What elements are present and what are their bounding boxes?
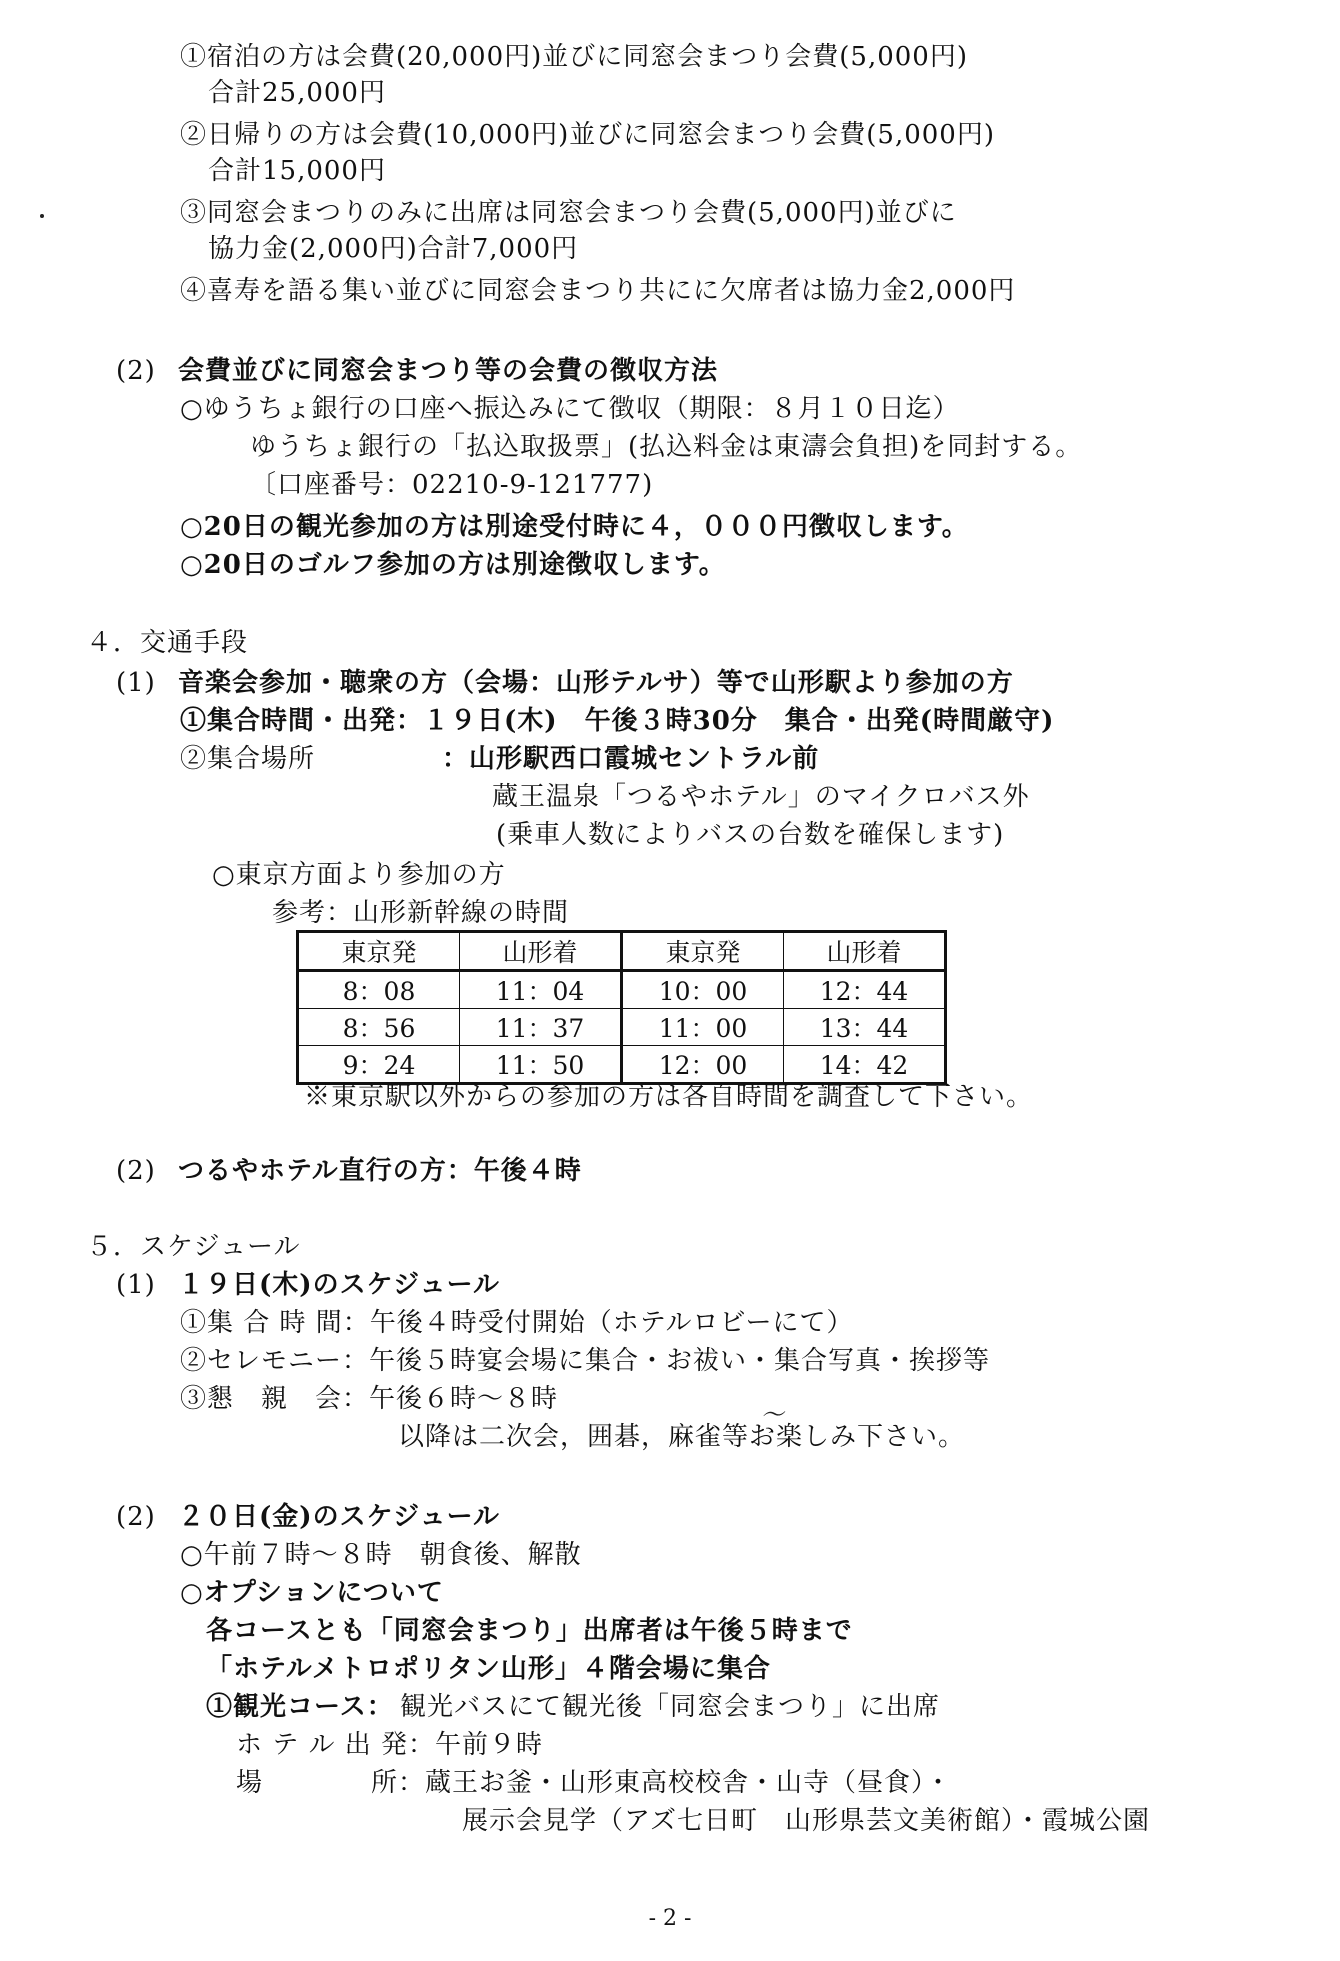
table-row	[298, 971, 946, 1009]
day2-line-1: ○午前７時～８時 朝食後、解散	[180, 1540, 582, 1570]
tokyo-heading: ○東京方面より参加の方	[212, 860, 506, 890]
sightseeing-course-label: ①観光コース：	[206, 1692, 394, 1722]
hotel-departure: ホ テ ル 出 発：午前９時	[236, 1730, 544, 1760]
shinkansen-timetable	[296, 930, 947, 1085]
schedule-heading: ５．スケジュール	[86, 1232, 301, 1262]
bus-note: (乗車人数によりバスの台数を確保します)	[496, 820, 1005, 850]
table-cell: 14：42	[784, 1046, 946, 1084]
day1-title: １９日(木)のスケジュール	[178, 1270, 501, 1300]
fee-item-4: ④喜寿を語る集い並びに同窓会まつり共にに欠席者は協力金2,000円	[180, 276, 1016, 306]
table-row	[298, 1009, 946, 1046]
transport-sub1-number: (1)	[116, 668, 156, 698]
transport-sub2-title: つるやホテル直行の方：午後４時	[178, 1156, 582, 1186]
handwritten-annotation: ～	[758, 1399, 786, 1431]
table-cell: 10：00	[622, 971, 784, 1009]
places: 場 所：蔵王お釜・山形東高校校舎・山寺（昼食）・	[236, 1768, 953, 1798]
places-continued: 展示会見学（アズ七日町 山形県芸文美術館）・霞城公園	[462, 1806, 1150, 1836]
day2-line-3: 各コースとも「同窓会まつり」出席者は午後５時まで	[206, 1616, 853, 1646]
day1-line-3: ③懇 親 会：午後６時～８時	[180, 1384, 559, 1414]
day1-line-2: ②セレモニー：午後５時宴会場に集合・お祓い・集合写真・挨拶等	[180, 1346, 991, 1376]
meeting-time: ①集合時間・出発：１９日(木) 午後３時30分 集合・出発(時間厳守)	[180, 706, 1055, 736]
table-cell: 11：00	[622, 1009, 784, 1046]
meeting-place-value: ：山形駅西口霞城セントラル前	[442, 744, 820, 774]
day1-line-1: ①集 合 時 間：午後４時受付開始（ホテルロビーにて）	[180, 1308, 854, 1338]
fee-item-2-total: 合計15,000円	[208, 156, 386, 186]
collection-line-2: ゆうちょ銀行の「払込取扱票」(払込料金は東濤会負担)を同封する。	[250, 432, 1083, 462]
collection-line-5: ○20日のゴルフ参加の方は別途徴収します。	[180, 550, 726, 580]
table-cell: 9：24	[298, 1046, 460, 1084]
shinkansen-reference: 参考：山形新幹線の時間	[272, 898, 570, 928]
fee-item-1-total: 合計25,000円	[208, 78, 386, 108]
fee-item-3: ③同窓会まつりのみに出席は同窓会まつり会費(5,000円)並びに	[180, 198, 957, 228]
bus-info: 蔵王温泉「つるやホテル」のマイクロバス外	[492, 782, 1030, 812]
stray-mark	[40, 214, 44, 218]
table-cell: 13：44	[784, 1009, 946, 1046]
day1-number: (1)	[116, 1270, 156, 1300]
collection-line-1: ○ゆうちょ銀行の口座へ振込みにて徴収（期限：８月１０日迄）	[180, 394, 960, 424]
fee-item-1: ①宿泊の方は会費(20,000円)並びに同窓会まつり会費(5,000円)	[180, 42, 968, 72]
table-cell: 11：50	[460, 1046, 622, 1084]
table-header-row	[298, 932, 946, 971]
timetable-note: ※東京駅以外からの参加の方は各自時間を調査して下さい。	[304, 1082, 1034, 1112]
day2-line-4: 「ホテルメトロポリタン山形」４階会場に集合	[206, 1654, 771, 1684]
transport-sub1-title: 音楽会参加・聴衆の方（会場：山形テルサ）等で山形駅より参加の方	[178, 668, 1014, 698]
table-header-cell: 山形着	[460, 932, 622, 971]
page-number: - 2 -	[648, 1906, 692, 1931]
transport-heading: ４．交通手段	[86, 628, 249, 658]
collection-number: (2)	[116, 356, 156, 386]
transport-sub2-number: (2)	[116, 1156, 156, 1186]
table-cell: 8：08	[298, 971, 460, 1009]
table-header-cell: 東京発	[298, 932, 460, 971]
account-number: 〔口座番号：02210-9-121777)	[250, 470, 654, 500]
day1-line-4: 以降は二次会，囲碁，麻雀等お楽しみ下さい。	[398, 1422, 966, 1452]
table-cell: 8：56	[298, 1009, 460, 1046]
table-header-cell: 東京発	[622, 932, 784, 971]
table-cell: 12：44	[784, 971, 946, 1009]
table-header-cell: 山形着	[784, 932, 946, 971]
table-cell: 12：00	[622, 1046, 784, 1084]
table-cell: 11：37	[460, 1009, 622, 1046]
collection-line-4: ○20日の観光参加の方は別途受付時に４，０００円徴収します。	[180, 512, 969, 542]
table-cell: 11：04	[460, 971, 622, 1009]
fee-item-3-total: 協力金(2,000円)合計7,000円	[208, 234, 579, 264]
meeting-place-label: ②集合場所	[180, 744, 316, 774]
sightseeing-course-desc: 観光バスにて観光後「同窓会まつり」に出席	[400, 1692, 941, 1722]
table-row	[298, 1046, 946, 1084]
day2-line-2: ○オプションについて	[180, 1578, 444, 1608]
day2-number: (2)	[116, 1502, 156, 1532]
fee-item-2: ②日帰りの方は会費(10,000円)並びに同窓会まつり会費(5,000円)	[180, 120, 995, 150]
day2-title: ２０日(金)のスケジュール	[178, 1502, 501, 1532]
collection-heading: 会費並びに同窓会まつり等の会費の徴収方法	[178, 356, 719, 386]
